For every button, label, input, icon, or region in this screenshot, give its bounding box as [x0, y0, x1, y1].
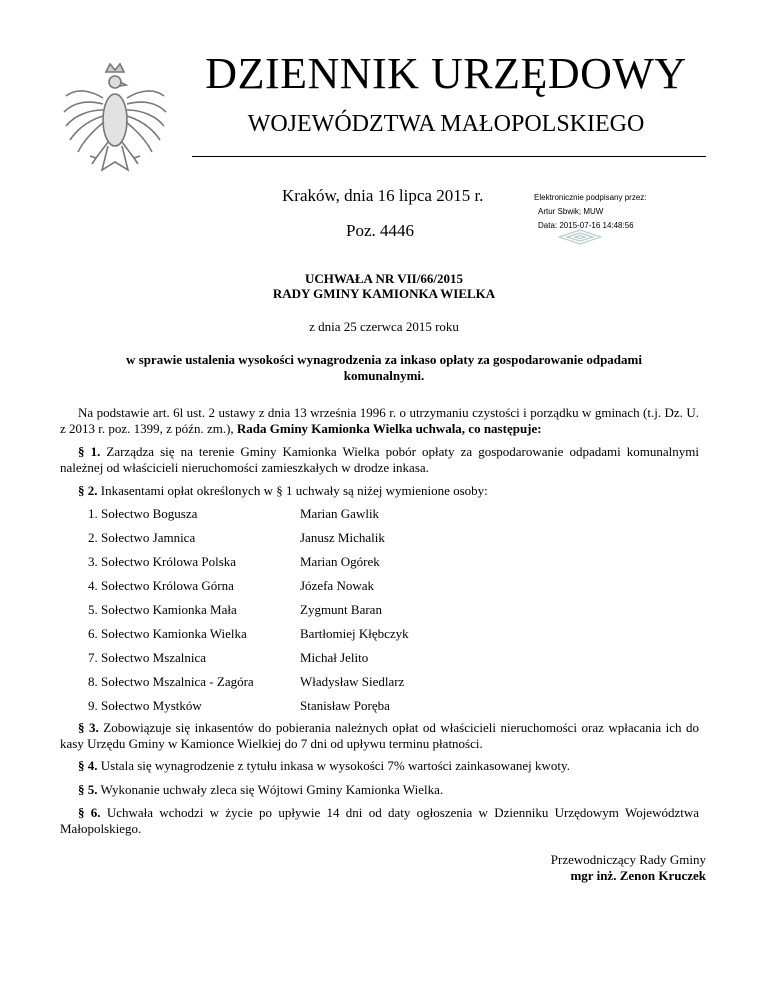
collector-name: Michał Jelito — [300, 650, 369, 665]
chairman-name: mgr inż. Zenon Kruczek — [570, 868, 706, 883]
electronic-signature — [534, 191, 744, 233]
collector-name: Józefa Nowak — [300, 578, 374, 593]
resolution-number: UCHWAŁA NR VII/66/2015 — [305, 271, 463, 286]
collector-name: Marian Ogórek — [300, 554, 380, 569]
place-and-date: Kraków, dnia 16 lipca 2015 r. — [282, 186, 484, 205]
section-6-paragraph — [60, 805, 699, 837]
legal-basis-bold: Rada Gminy Kamionka Wielka uchwala, co następuje: — [236, 421, 542, 436]
subject-line-2: komunalnymi. — [343, 368, 425, 383]
village-name: 9. Sołectwo Mystków — [88, 698, 202, 713]
section-2-text: Inkasentami opłat określonych w § 1 uchwały są niżej wymienione osoby: — [97, 483, 488, 498]
subject-line-1: w sprawie ustalenia wysokości wynagrodzenia za inkaso opłaty za gospodarowanie odpadami — [126, 352, 642, 367]
collector-name: Bartłomiej Kłębczyk — [300, 626, 409, 641]
section-1-label: § 1. — [78, 444, 101, 459]
signature-line-2: Artur Sbwik; MUW — [538, 207, 604, 216]
section-5-text: Wykonanie uchwały zleca się Wójtowi Gminy Kamionka Wielka. — [97, 782, 444, 797]
village-name: 1. Sołectwo Bogusza — [88, 506, 198, 521]
journal-title: DZIENNIK URZĘDOWY — [205, 49, 687, 98]
legal-basis-text: Na podstawie art. 6l ust. 2 ustawy z dnia 13 września 1996 r. o utrzymaniu czystości i porządku w gminach (t.j. Dz. U. z 2013 r. poz. 1399, z późn. zm.), — [60, 405, 699, 436]
section-2-label: § 2. — [78, 483, 98, 498]
resolution-title — [0, 271, 768, 301]
village-name: 3. Sołectwo Królowa Polska — [88, 554, 237, 569]
section-2-paragraph — [60, 483, 699, 499]
position-number: Poz. 4446 — [346, 221, 414, 240]
village-name: 8. Sołectwo Mszalnica - Zagóra — [88, 674, 254, 689]
section-6-text: Uchwała wchodzi w życie po upływie 14 dni od daty ogłoszenia w Dzienniku Urzędowym Województwa Małopolskiego. — [60, 805, 700, 836]
resolution-council: RADY GMINY KAMIONKA WIELKA — [272, 286, 496, 301]
journal-subtitle: WOJEWÓDZTWA MAŁOPOLSKIEGO — [247, 111, 645, 137]
section-4-paragraph — [60, 758, 699, 774]
signature-line-1: Elektronicznie podpisany przez: — [534, 193, 647, 202]
chairman-title: Przewodniczący Rady Gminy — [550, 852, 706, 867]
resolution-date: z dnia 25 czerwca 2015 roku — [309, 319, 459, 334]
village-name: 2. Sołectwo Jamnica — [88, 530, 196, 545]
section-3-paragraph — [60, 720, 699, 752]
section-1-text: Zarządza się na terenie Gminy Kamionka Wielka pobór opłaty za gospodarowanie odpadami komunalnymi należnej od właścicieli nieruchomości zamieszkałych w drodze inkasa. — [60, 444, 700, 475]
section-4-text: Ustala się wynagrodzenie z tytułu inkasa w wysokości 7% wartości zainkasowanej kwoty. — [97, 758, 570, 773]
section-6-label: § 6. — [78, 805, 101, 820]
collector-name: Marian Gawlik — [300, 506, 380, 521]
legal-basis-paragraph — [60, 405, 699, 437]
section-5-label: § 5. — [78, 782, 98, 797]
village-name: 6. Sołectwo Kamionka Wielka — [88, 626, 247, 641]
resolution-subject — [70, 352, 698, 384]
section-4-label: § 4. — [78, 758, 98, 773]
section-1-paragraph — [60, 444, 699, 476]
village-name: 7. Sołectwo Mszalnica — [88, 650, 207, 665]
collector-name: Władysław Siedlarz — [300, 674, 405, 689]
collector-name: Zygmunt Baran — [300, 602, 382, 617]
collector-name: Stanisław Poręba — [300, 698, 390, 713]
section-5-paragraph — [60, 782, 699, 798]
collector-name: Janusz Michalik — [300, 530, 385, 545]
header-divider — [192, 156, 706, 157]
signature-mark-icon — [557, 228, 603, 246]
section-3-text: Zobowiązuje się inkasentów do pobierania należnych opłat od właścicieli nieruchomości oraz wpłacania ich do kasy Urzędu Gminy w Kamionce Wielkiej do 7 dni od upływu terminu płatności. — [60, 720, 699, 751]
signature-line-3: Data: 2015-07-16 14:48:56 — [538, 221, 634, 230]
section-3-label: § 3. — [78, 720, 99, 735]
village-name: 4. Sołectwo Królowa Górna — [88, 578, 234, 593]
village-name: 5. Sołectwo Kamionka Mała — [88, 602, 237, 617]
